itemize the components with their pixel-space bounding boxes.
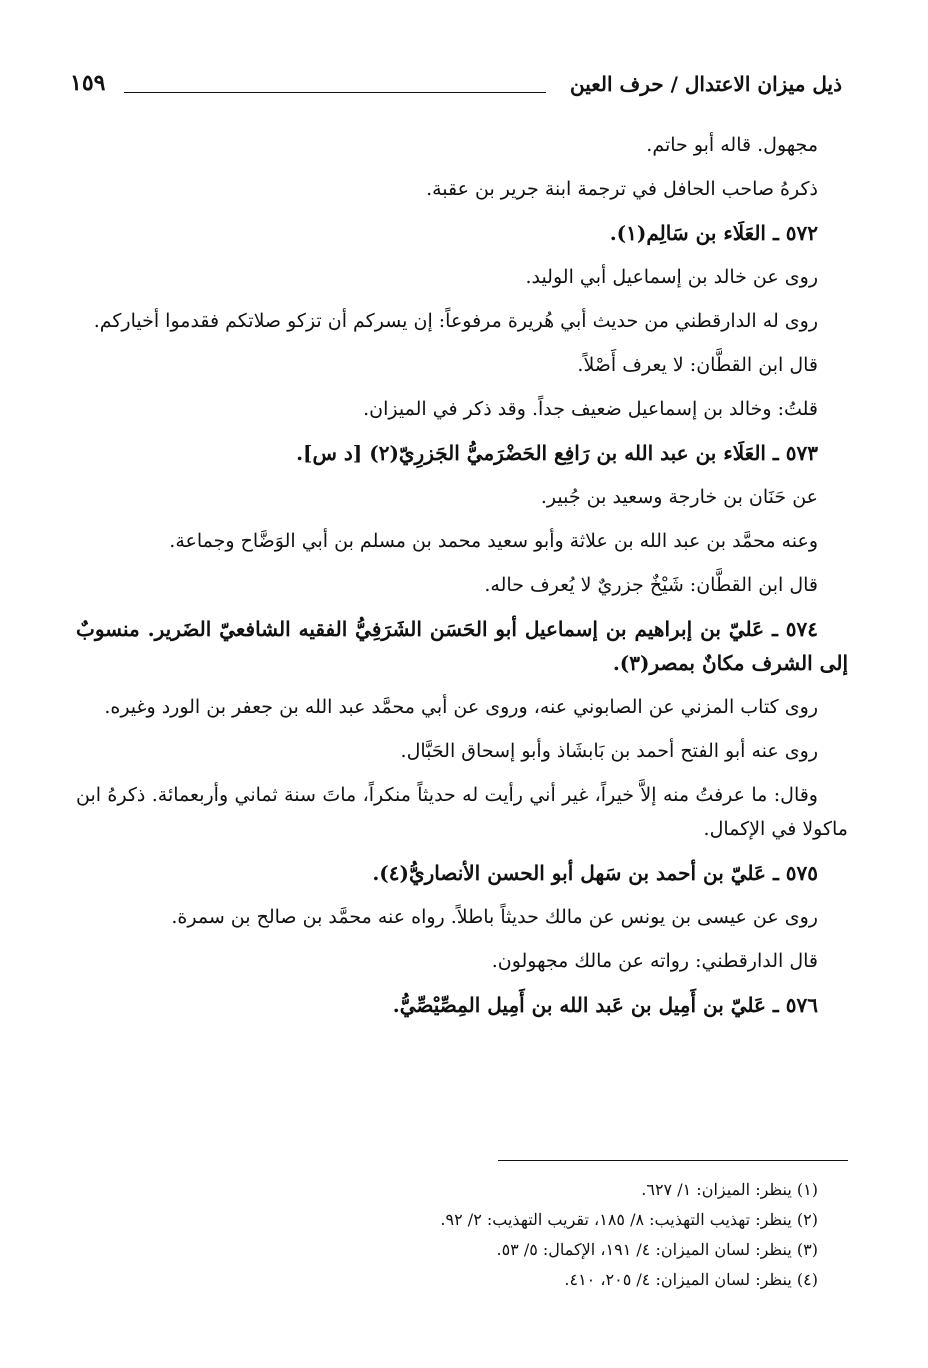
footnote-rule bbox=[498, 1160, 848, 1161]
running-title: ذيل ميزان الاعتدال / حرف العين bbox=[570, 72, 842, 96]
footnote: (٤) ينظر: لسان الميزان: ٤/ ٢٠٥، ٤١٠. bbox=[564, 1270, 818, 1289]
footnote: (٢) ينظر: تهذيب التهذيب: ٨/ ١٨٥، تقريب التهذيب: ٢/ ٩٢. bbox=[440, 1210, 818, 1229]
paragraph: وعنه محمَّد بن عبد الله بن علاثة وأبو سعيد محمد بن مسلم بن أبي الوَضَّاح وجماعة. bbox=[169, 530, 818, 552]
entry-heading: ٥٧٣ ـ العَلَاء بن عبد الله بن رَافِع الحَضْرَميُّ الجَزرِيّ(٢) [د س]. bbox=[296, 441, 818, 465]
paragraph: روى عن عيسى بن يونس عن مالك حديثاً باطلاً. رواه عنه محمَّد بن صالح بن سمرة. bbox=[171, 906, 818, 928]
entry-heading: ٥٧٦ ـ عَليّ بن أَمِيل بن عَبد الله بن أَمِيل المِصِّيْصِّيُّ. bbox=[392, 993, 818, 1017]
paragraph: روى له الدارقطني من حديث أبي هُريرة مرفوعاً: إن يسركم أن تزكو صلاتكم فقدموا أخياركم. bbox=[93, 310, 818, 332]
paragraph: قال ابن القطَّان: شَيْخٌ جزريٌ لا يُعرف حاله. bbox=[484, 574, 818, 596]
paragraph: روى كتاب المزني عن الصابوني عنه، وروى عن أبي محمَّد عبد الله بن جعفر بن الورد وغيره. bbox=[104, 696, 818, 718]
paragraph: روى عن خالد بن إسماعيل أبي الوليد. bbox=[525, 266, 818, 288]
footnote: (٣) ينظر: لسان الميزان: ٤/ ١٩١، الإكمال: ٥/ ٥٣. bbox=[496, 1240, 818, 1259]
main-text bbox=[76, 128, 848, 1032]
entry-heading: ٥٧٤ ـ عَليّ بن إبراهيم بن إسماعيل أبو الحَسَن الشَرَفِيُّ الفقيه الشافعيّ الضَرير. منسوبٌ إلى الشرف مكانٌ بمصر(٣). bbox=[76, 617, 848, 675]
header-rule bbox=[124, 92, 546, 93]
paragraph: عن حَنَان بن خارجة وسعيد بن جُبير. bbox=[540, 486, 818, 508]
running-header bbox=[70, 70, 842, 110]
paragraph: قال ابن القطَّان: لا يعرف أَصْلاً. bbox=[577, 354, 818, 376]
paragraph: روى عنه أبو الفتح أحمد بن بَابشَاذ وأبو إسحاق الحَبَّال. bbox=[400, 740, 818, 762]
paragraph: قلتُ: وخالد بن إسماعيل ضعيف جداً. وقد ذكر في الميزان. bbox=[363, 398, 818, 420]
footnotes bbox=[76, 1160, 848, 1295]
page-number: ١٥٩ bbox=[70, 70, 106, 96]
paragraph: ذكرهُ صاحب الحافل في ترجمة ابنة جرير بن عقبة. bbox=[426, 178, 818, 200]
footnote: (١) ينظر: الميزان: ١/ ٦٢٧. bbox=[641, 1180, 818, 1199]
entry-heading: ٥٧٢ ـ العَلَاء بن سَالِم(١). bbox=[609, 221, 818, 245]
paragraph: وقال: ما عرفتُ منه إلاَّ خيراً، غير أني رأيت له حديثاً منكراً، ماتَ سنة ثماني وأربعمائة. ذكرهُ ابن ماكولا في الإكمال. bbox=[76, 784, 848, 840]
paragraph: قال الدارقطني: رواته عن مالك مجهولون. bbox=[491, 950, 818, 972]
entry-heading: ٥٧٥ ـ عَليّ بن أحمد بن سَهل أبو الحسن الأنصاريُّ(٤). bbox=[372, 861, 818, 885]
paragraph: مجهول. قاله أبو حاتم. bbox=[646, 134, 818, 156]
